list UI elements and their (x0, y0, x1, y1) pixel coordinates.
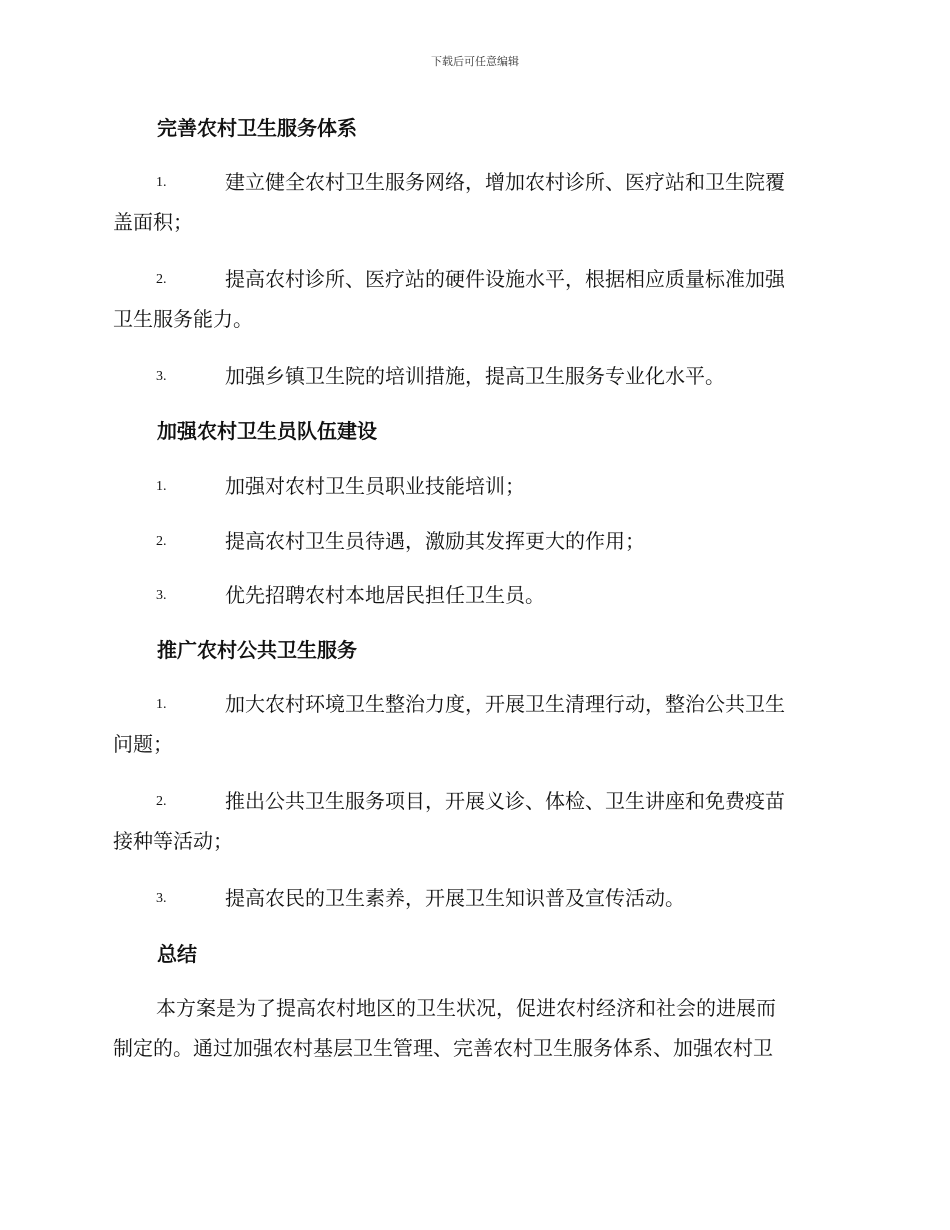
list-item-line: 提高农村卫生员待遇，激励其发挥更大的作用； (225, 529, 645, 553)
list-item-number: 1. (156, 697, 167, 712)
list-item-text (113, 575, 833, 615)
list-item-line: 加强对农村卫生员职业技能培训； (225, 474, 525, 498)
list-item-text (113, 878, 833, 918)
list-item-text (113, 466, 833, 506)
list-item-text (113, 684, 833, 764)
list-item-number: 3. (156, 588, 167, 603)
list-item-line: 建立健全农村卫生服务网络，增加农村诊所、医疗站和卫生院覆 (225, 170, 785, 194)
list-item-line: 优先招聘农村本地居民担任卫生员。 (225, 583, 545, 607)
list-item-number: 1. (156, 479, 167, 494)
list-item-line: 问题； (113, 732, 173, 756)
section-heading: 总结 (157, 942, 197, 966)
list-item-text (113, 356, 833, 396)
list-item-text (113, 521, 833, 561)
paragraph-line: 制定的。通过加强农村基层卫生管理、完善农村卫生服务体系、加强农村卫 (113, 1036, 773, 1060)
list-item-number: 3. (156, 891, 167, 906)
list-item-number: 1. (156, 175, 167, 190)
page-header: 下载后可任意编辑 (431, 55, 519, 68)
section-heading: 推广农村公共卫生服务 (157, 638, 357, 662)
list-item-line: 推出公共卫生服务项目，开展义诊、体检、卫生讲座和免费疫苗 (225, 789, 785, 813)
list-item-line: 卫生服务能力。 (113, 307, 253, 331)
list-item-number: 2. (156, 794, 167, 809)
list-item-number: 2. (156, 534, 167, 549)
list-item-text (113, 162, 833, 242)
list-item-line: 盖面积； (113, 210, 193, 234)
list-item-number: 3. (156, 369, 167, 384)
paragraph-line: 本方案是为了提高农村地区的卫生状况，促进农村经济和社会的进展而 (156, 996, 776, 1020)
list-item-line: 加强乡镇卫生院的培训措施，提高卫生服务专业化水平。 (225, 364, 725, 388)
list-item-line: 提高农民的卫生素养，开展卫生知识普及宣传活动。 (225, 886, 685, 910)
list-item-number: 2. (156, 272, 167, 287)
list-item-line: 接种等活动； (113, 829, 233, 853)
section-heading: 加强农村卫生员队伍建设 (157, 419, 377, 443)
list-item-text (113, 781, 833, 861)
list-item-text (113, 259, 833, 339)
summary-paragraph (113, 988, 833, 1068)
list-item-line: 加大农村环境卫生整治力度，开展卫生清理行动，整治公共卫生 (225, 692, 785, 716)
section-heading: 完善农村卫生服务体系 (157, 116, 357, 140)
list-item-line: 提高农村诊所、医疗站的硬件设施水平，根据相应质量标准加强 (225, 267, 785, 291)
